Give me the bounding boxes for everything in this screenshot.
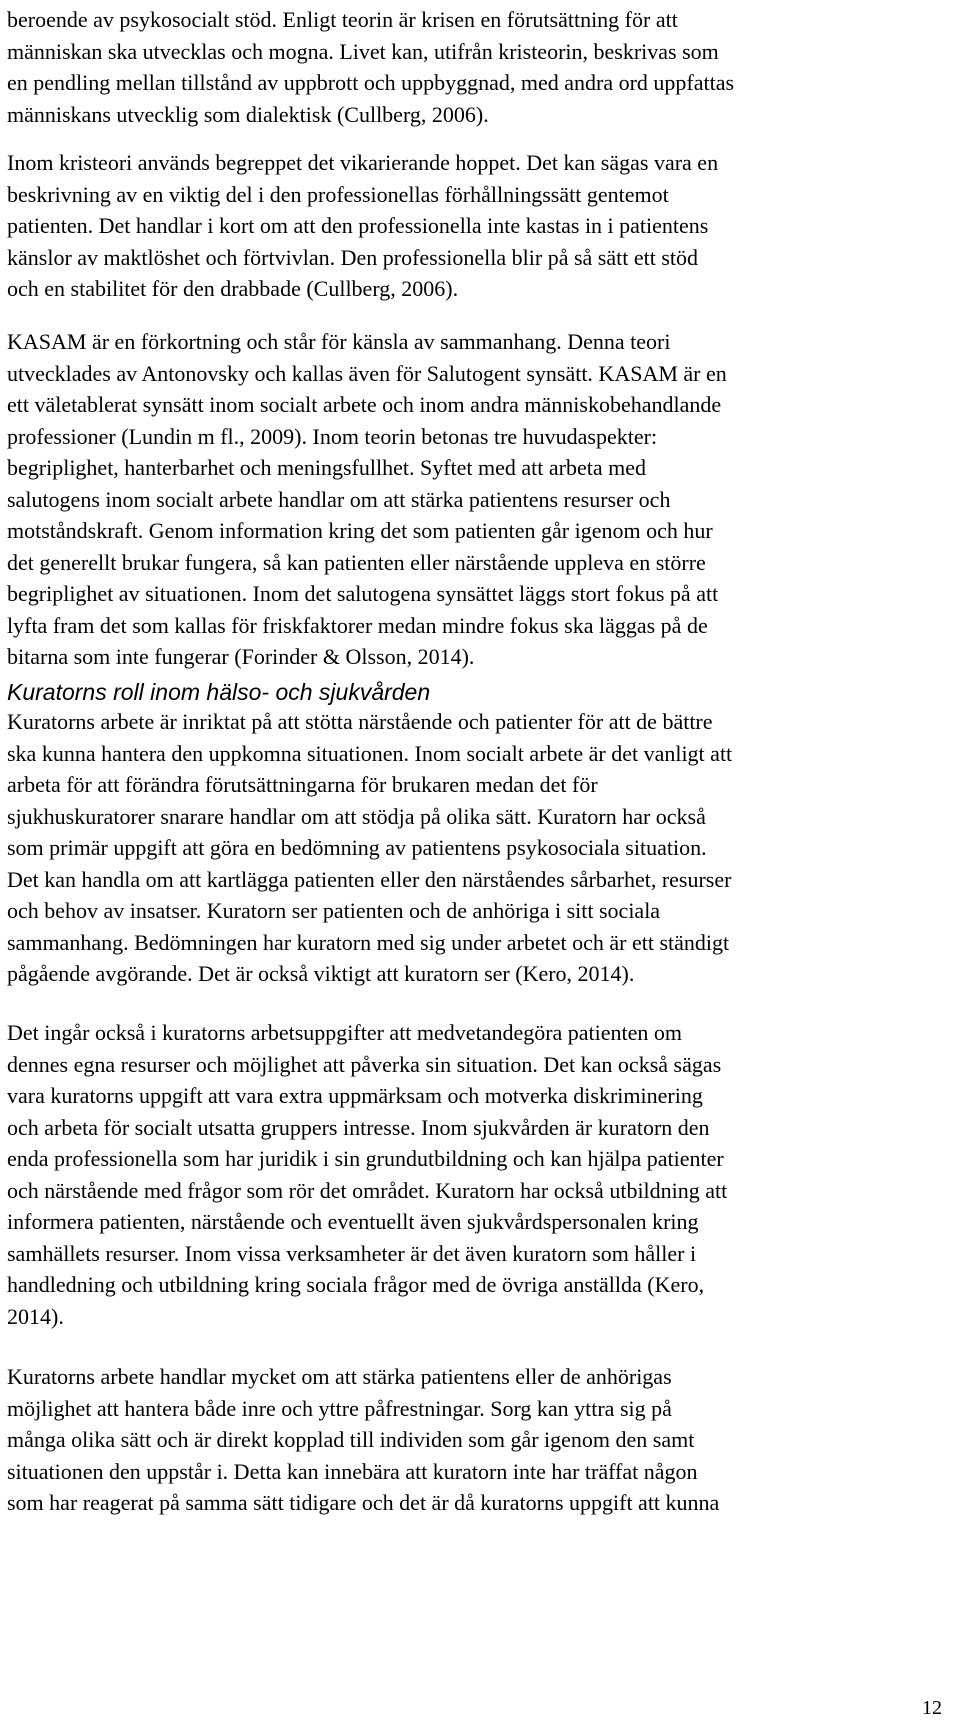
text-line: patienten. Det handlar i kort om att den professionella inte kastas in i patientens — [7, 213, 709, 238]
text-line: och behov av insatser. Kuratorn ser patienten och de anhöriga i sitt sociala — [7, 898, 661, 923]
text-line: pågående avgörande. Det är också viktigt att kuratorn ser (Kero, 2014). — [7, 961, 635, 986]
text-line: och en stabilitet för den drabbade (Cullberg, 2006). — [7, 276, 459, 301]
text-line: en pendling mellan tillstånd av uppbrott och uppbyggnad, med andra ord uppfattas — [7, 70, 735, 95]
text-line: som har reagerat på samma sätt tidigare och det är då kuratorns uppgift att kunna — [7, 1490, 720, 1515]
text-line: möjlighet att hantera både inre och yttre påfrestningar. Sorg kan yttra sig på — [7, 1395, 672, 1421]
paragraph-curator-role — [7, 706, 947, 990]
paragraph-kasam — [7, 326, 947, 673]
text-line: utvecklades av Antonovsky och kallas även för Salutogent synsätt. KASAM är en — [7, 360, 727, 386]
text-line: beroende av psykosocialt stöd. Enligt teorin är krisen en förutsättning för att — [7, 7, 678, 32]
text-line: Det kan handla om att kartlägga patienten eller den närståendes sårbarhet, resurser — [7, 866, 732, 892]
text-line: människan ska utvecklas och mogna. Livet kan, utifrån kristeorin, beskrivas som — [7, 38, 719, 64]
text-line: och arbeta för socialt utsatta gruppers intresse. Inom sjukvården är kuratorn den — [7, 1114, 710, 1140]
text-line: dennes egna resurser och möjlighet att påverka sin situation. Det kan också sägas — [7, 1051, 722, 1077]
text-line: känslor av maktlöshet och förtvivlan. Den professionella blir på så sätt ett stöd — [7, 244, 699, 270]
text-line: enda professionella som har juridik i sin grundutbildning och kan hjälpa patienter — [7, 1146, 724, 1171]
text-line: lyfta fram det som kallas för friskfaktorer medan mindre fokus ska läggas på de — [7, 612, 708, 638]
text-line: beskrivning av en viktig del i den professionellas förhållningssätt gentemot — [7, 181, 669, 207]
text-line: Inom kristeori används begreppet det vikarierande hoppet. Det kan sägas vara en — [7, 150, 719, 175]
text-line: vara kuratorns uppgift att vara extra uppmärksam och motverka diskriminering — [7, 1083, 703, 1108]
text-line: situationen den uppstår i. Detta kan innebära att kuratorn inte har träffat någon — [7, 1458, 698, 1484]
text-line: 2014). — [7, 1303, 64, 1329]
text-line: Det ingår också i kuratorns arbetsuppgifter att medvetandegöra patienten om — [7, 1020, 683, 1045]
text-line: som primär uppgift att göra en bedömning av patientens psykosociala situation. — [7, 835, 707, 860]
text-line: salutogens inom socialt arbete handlar om att stärka patientens resurser och — [7, 486, 671, 512]
text-line: motståndskraft. Genom information kring det som patienten går igenom och hur — [7, 518, 713, 543]
paragraph-curator-tasks — [7, 1017, 947, 1332]
paragraph-crisis-theory-intro — [7, 4, 947, 130]
text-line: många olika sätt och är direkt kopplad till individen som går igenom den samt — [7, 1427, 695, 1452]
text-line: Kuratorns arbete handlar mycket om att stärka patientens eller de anhörigas — [7, 1364, 672, 1389]
text-line: begriplighet, hanterbarhet och meningsfullhet. Syftet med att arbeta med — [7, 455, 647, 480]
text-line: det generellt brukar fungera, så kan patienten eller närstående uppleva en större — [7, 549, 706, 575]
text-line: handledning och utbildning kring sociala frågor med de övriga anställda (Kero, — [7, 1272, 705, 1297]
text-line: sammanhang. Bedömningen har kuratorn med sig under arbetet och är ett ständigt — [7, 929, 730, 955]
text-line: informera patienten, närstående och eventuellt även sjukvårdspersonalen kring — [7, 1209, 699, 1234]
paragraph-curator-strengthening — [7, 1361, 947, 1519]
text-line: begriplighet av situationen. Inom det salutogena synsättet läggs stort fokus på att — [7, 581, 719, 606]
text-line: arbeta för att förändra förutsättningarna för brukaren medan det för — [7, 772, 598, 797]
text-line: Kuratorns arbete är inriktat på att stötta närstående och patienter för att de bättre — [7, 709, 713, 734]
text-line: ska kunna hantera den uppkomna situationen. Inom socialt arbete är det vanligt att — [7, 740, 733, 766]
text-line: bitarna som inte fungerar (Forinder & Olsson, 2014). — [7, 644, 475, 669]
text-line: ett väletablerat synsätt inom socialt arbete och inom andra människobehandlande — [7, 392, 722, 417]
section-heading: Kuratorns roll inom hälso- och sjukvården — [7, 679, 431, 705]
paragraph-vicarious-hope — [7, 147, 947, 305]
text-line: samhällets resurser. Inom vissa verksamheter är det även kuratorn som håller i — [7, 1240, 697, 1266]
text-line: KASAM är en förkortning och står för känsla av sammanhang. Denna teori — [7, 329, 671, 354]
text-line: professioner (Lundin m fl., 2009). Inom teorin betonas tre huvudaspekter: — [7, 423, 658, 449]
page-number: 12 — [922, 1697, 942, 1719]
text-line: och närstående med frågor som rör det området. Kuratorn har också utbildning att — [7, 1177, 728, 1203]
text-line: människans utvecklig som dialektisk (Cullberg, 2006). — [7, 101, 489, 127]
text-line: sjukhuskuratorer snarare handlar om att stödja på olika sätt. Kuratorn har också — [7, 803, 706, 829]
